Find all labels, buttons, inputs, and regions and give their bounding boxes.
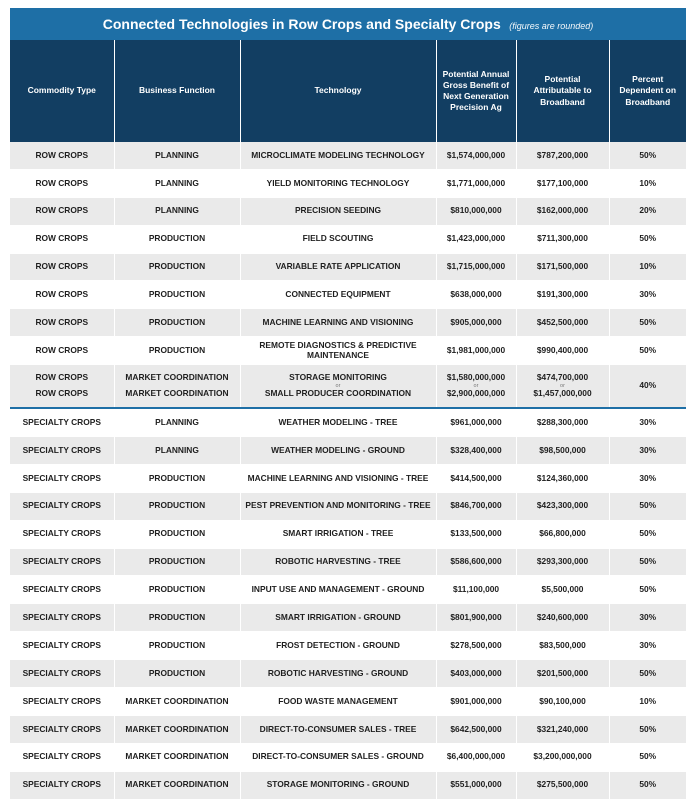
percent-dependent-cell: 30% [609,408,686,436]
percent-dependent-cell: 50% [609,520,686,548]
table-row [10,408,686,436]
gross-benefit-cell: $1,981,000,000 [436,337,516,365]
technology-cell: PRECISION SEEDING [240,197,436,225]
commodity-type-cell: ROW CROPS [10,337,114,365]
business-function-cell: PRODUCTION [114,464,240,492]
gross-benefit-cell: $133,500,000 [436,520,516,548]
business-function-cell: PRODUCTION [114,337,240,365]
percent-dependent-cell: 30% [609,464,686,492]
table-row [10,437,686,465]
technology-cell: MACHINE LEARNING AND VISIONING [240,309,436,337]
percent-dependent-cell: 50% [609,660,686,688]
gross-benefit-cell: $846,700,000 [436,492,516,520]
gross-benefit-cell: $1,574,000,000 [436,142,516,169]
technology-cell: INPUT USE AND MANAGEMENT - GROUND [240,576,436,604]
commodity-type-cell: ROW CROPS [10,225,114,253]
percent-dependent-cell: 30% [609,281,686,309]
table-row [10,688,686,716]
broadband-attributable-cell: $321,240,000 [516,715,609,743]
technology-cell: ROBOTIC HARVESTING - GROUND [240,660,436,688]
title-bar [10,8,686,40]
header-gross-benefit: Potential Annual Gross Benefit of Next Generation Precision Ag [436,40,516,142]
percent-dependent-cell: 10% [609,253,686,281]
percent-dependent-cell: 10% [609,688,686,716]
commodity-type-cell: SPECIALTY CROPS [10,464,114,492]
business-function-cell: MARKET COORDINATION [114,688,240,716]
broadband-attributable-cell: $787,200,000 [516,142,609,169]
commodity-type-cell: SPECIALTY CROPS [10,771,114,799]
gross-benefit-cell [436,365,516,409]
broadband-attributable-cell: $275,500,000 [516,771,609,799]
business-function-cell: MARKET COORDINATION [114,771,240,799]
gross-benefit-cell: $642,500,000 [436,715,516,743]
business-function-cell: MARKET COORDINATION [114,715,240,743]
table-row [10,169,686,197]
percent-dependent-cell: 40% [609,365,686,409]
technology-cell: FOOD WASTE MANAGEMENT [240,688,436,716]
broadband-attributable-cell: $191,300,000 [516,281,609,309]
business-function-cell: PRODUCTION [114,632,240,660]
table-row [10,520,686,548]
percent-dependent-cell: 50% [609,142,686,169]
table-row [10,632,686,660]
business-function-cell: PLANNING [114,169,240,197]
broadband-attributable-cell: $288,300,000 [516,408,609,436]
commodity-type-cell [10,365,114,409]
header-broadband-attributable: Potential Attributable to Broadband [516,40,609,142]
table-row [10,281,686,309]
business-function-cell: PLANNING [114,197,240,225]
commodity-type-cell: SPECIALTY CROPS [10,660,114,688]
percent-dependent-cell: 50% [609,743,686,771]
commodity-type-cell: SPECIALTY CROPS [10,408,114,436]
gross-benefit-cell: $638,000,000 [436,281,516,309]
broadband-attributable-cell: $201,500,000 [516,660,609,688]
technology-cell: FIELD SCOUTING [240,225,436,253]
technology-cell: SMART IRRIGATION - TREE [240,520,436,548]
business-function-cell: PRODUCTION [114,281,240,309]
broadband-attributable-cell: $90,100,000 [516,688,609,716]
technology-cell: SMART IRRIGATION - GROUND [240,604,436,632]
percent-dependent-cell: 50% [609,715,686,743]
gross-benefit-cell: $801,900,000 [436,604,516,632]
gross-benefit-cell: $810,000,000 [436,197,516,225]
gross-benefit-cell: $11,100,000 [436,576,516,604]
gross-benefit-cell: $551,000,000 [436,771,516,799]
technology-cell: MICROCLIMATE MODELING TECHNOLOGY [240,142,436,169]
broadband-attributable-cell: $98,500,000 [516,437,609,465]
commodity-type-cell: SPECIALTY CROPS [10,492,114,520]
technology-cell: DIRECT-TO-CONSUMER SALES - GROUND [240,743,436,771]
or-label: or [560,383,565,390]
table-row [10,309,686,337]
percent-dependent-cell: 50% [609,548,686,576]
commodity-type-cell: ROW CROPS [10,253,114,281]
commodity-type-cell: SPECIALTY CROPS [10,688,114,716]
business-function-cell: PRODUCTION [114,253,240,281]
business-function-cell: PRODUCTION [114,604,240,632]
gross-benefit-cell: $901,000,000 [436,688,516,716]
title-note: (figures are rounded) [509,21,594,31]
table-row [10,142,686,169]
gross-benefit-cell: $905,000,000 [436,309,516,337]
broadband-attributable-cell: $240,600,000 [516,604,609,632]
commodity-type-cell: SPECIALTY CROPS [10,715,114,743]
table-row [10,492,686,520]
table-row [10,464,686,492]
cell-line-first: $474,700,000 [536,372,589,383]
commodity-type-cell: SPECIALTY CROPS [10,548,114,576]
header-business-function: Business Function [114,40,240,142]
commodity-type-cell: ROW CROPS [10,197,114,225]
table-row [10,548,686,576]
cell-line-second: MARKET COORDINATION [125,388,229,399]
commodity-type-cell: SPECIALTY CROPS [10,576,114,604]
table-row [10,576,686,604]
commodity-type-cell: SPECIALTY CROPS [10,604,114,632]
table-row [10,253,686,281]
business-function-cell [114,365,240,409]
percent-dependent-cell: 30% [609,632,686,660]
table-row [10,743,686,771]
gross-benefit-cell: $586,600,000 [436,548,516,576]
technology-cell: PEST PREVENTION AND MONITORING - TREE [240,492,436,520]
header-technology: Technology [240,40,436,142]
header-row [10,40,686,142]
table-title: Connected Technologies in Row Crops and Specialty Crops [102,16,501,32]
table-row [10,660,686,688]
gross-benefit-cell: $328,400,000 [436,437,516,465]
percent-dependent-cell: 50% [609,225,686,253]
technology-cell: FROST DETECTION - GROUND [240,632,436,660]
cell-line-second: SMALL PRODUCER COORDINATION [264,388,412,399]
technology-cell: YIELD MONITORING TECHNOLOGY [240,169,436,197]
broadband-attributable-cell: $293,300,000 [516,548,609,576]
commodity-type-cell: SPECIALTY CROPS [10,632,114,660]
cell-line-first: MARKET COORDINATION [125,372,229,383]
business-function-cell: PLANNING [114,437,240,465]
data-table [10,40,686,800]
gross-benefit-cell: $1,771,000,000 [436,169,516,197]
technology-cell: CONNECTED EQUIPMENT [240,281,436,309]
table-row [10,197,686,225]
table-row [10,604,686,632]
technology-cell: DIRECT-TO-CONSUMER SALES - TREE [240,715,436,743]
gross-benefit-cell: $1,423,000,000 [436,225,516,253]
broadband-attributable-cell: $990,400,000 [516,337,609,365]
percent-dependent-cell: 50% [609,492,686,520]
business-function-cell: PRODUCTION [114,520,240,548]
broadband-attributable-cell: $177,100,000 [516,169,609,197]
commodity-type-cell: SPECIALTY CROPS [10,437,114,465]
or-label: or [335,383,341,390]
cell-line-first: $1,580,000,000 [446,372,506,383]
header-commodity-type: Commodity Type [10,40,114,142]
percent-dependent-cell: 30% [609,604,686,632]
cell-line-second: $2,900,000,000 [446,388,506,399]
gross-benefit-cell: $278,500,000 [436,632,516,660]
percent-dependent-cell: 50% [609,337,686,365]
broadband-attributable-cell: $83,500,000 [516,632,609,660]
percent-dependent-cell: 50% [609,309,686,337]
table-row-merged [10,365,686,409]
table-body [10,142,686,799]
commodity-type-cell: ROW CROPS [10,309,114,337]
broadband-attributable-cell [516,365,609,409]
commodity-type-cell: SPECIALTY CROPS [10,520,114,548]
broadband-attributable-cell: $171,500,000 [516,253,609,281]
header-percent-dependent: Percent Dependent on Broadband [609,40,686,142]
commodity-type-cell: SPECIALTY CROPS [10,743,114,771]
gross-benefit-cell: $1,715,000,000 [436,253,516,281]
table-row [10,337,686,365]
business-function-cell: PLANNING [114,408,240,436]
technology-cell [240,365,436,409]
percent-dependent-cell: 50% [609,771,686,799]
broadband-attributable-cell: $423,300,000 [516,492,609,520]
or-label: or [473,383,479,390]
broadband-attributable-cell: $162,000,000 [516,197,609,225]
broadband-attributable-cell: $124,360,000 [516,464,609,492]
business-function-cell: PRODUCTION [114,576,240,604]
percent-dependent-cell: 30% [609,437,686,465]
gross-benefit-cell: $403,000,000 [436,660,516,688]
percent-dependent-cell: 20% [609,197,686,225]
business-function-cell: PRODUCTION [114,225,240,253]
commodity-type-cell: ROW CROPS [10,169,114,197]
gross-benefit-cell: $961,000,000 [436,408,516,436]
technology-cell: ROBOTIC HARVESTING - TREE [240,548,436,576]
gross-benefit-cell: $414,500,000 [436,464,516,492]
cell-line-first: STORAGE MONITORING [289,372,387,383]
broadband-attributable-cell: $711,300,000 [516,225,609,253]
broadband-attributable-cell: $66,800,000 [516,520,609,548]
business-function-cell: PRODUCTION [114,309,240,337]
broadband-attributable-cell: $452,500,000 [516,309,609,337]
percent-dependent-cell: 50% [609,576,686,604]
technology-cell: WEATHER MODELING - TREE [240,408,436,436]
technology-cell: MACHINE LEARNING AND VISIONING - TREE [240,464,436,492]
broadband-attributable-cell: $5,500,000 [516,576,609,604]
table-row [10,715,686,743]
technology-cell: REMOTE DIAGNOSTICS & PREDICTIVE MAINTENANCE [240,337,436,365]
technology-cell: WEATHER MODELING - GROUND [240,437,436,465]
business-function-cell: PRODUCTION [114,548,240,576]
gross-benefit-cell: $6,400,000,000 [436,743,516,771]
technology-cell: STORAGE MONITORING - GROUND [240,771,436,799]
cell-line-second: ROW CROPS [35,388,89,399]
table-container [10,8,686,800]
business-function-cell: PLANNING [114,142,240,169]
technology-cell: VARIABLE RATE APPLICATION [240,253,436,281]
cell-line-first: ROW CROPS [35,372,89,383]
business-function-cell: PRODUCTION [114,492,240,520]
table-row [10,225,686,253]
cell-line-second: $1,457,000,000 [533,388,592,399]
business-function-cell: PRODUCTION [114,660,240,688]
business-function-cell: MARKET COORDINATION [114,743,240,771]
commodity-type-cell: ROW CROPS [10,281,114,309]
commodity-type-cell: ROW CROPS [10,142,114,169]
percent-dependent-cell: 10% [609,169,686,197]
broadband-attributable-cell: $3,200,000,000 [516,743,609,771]
